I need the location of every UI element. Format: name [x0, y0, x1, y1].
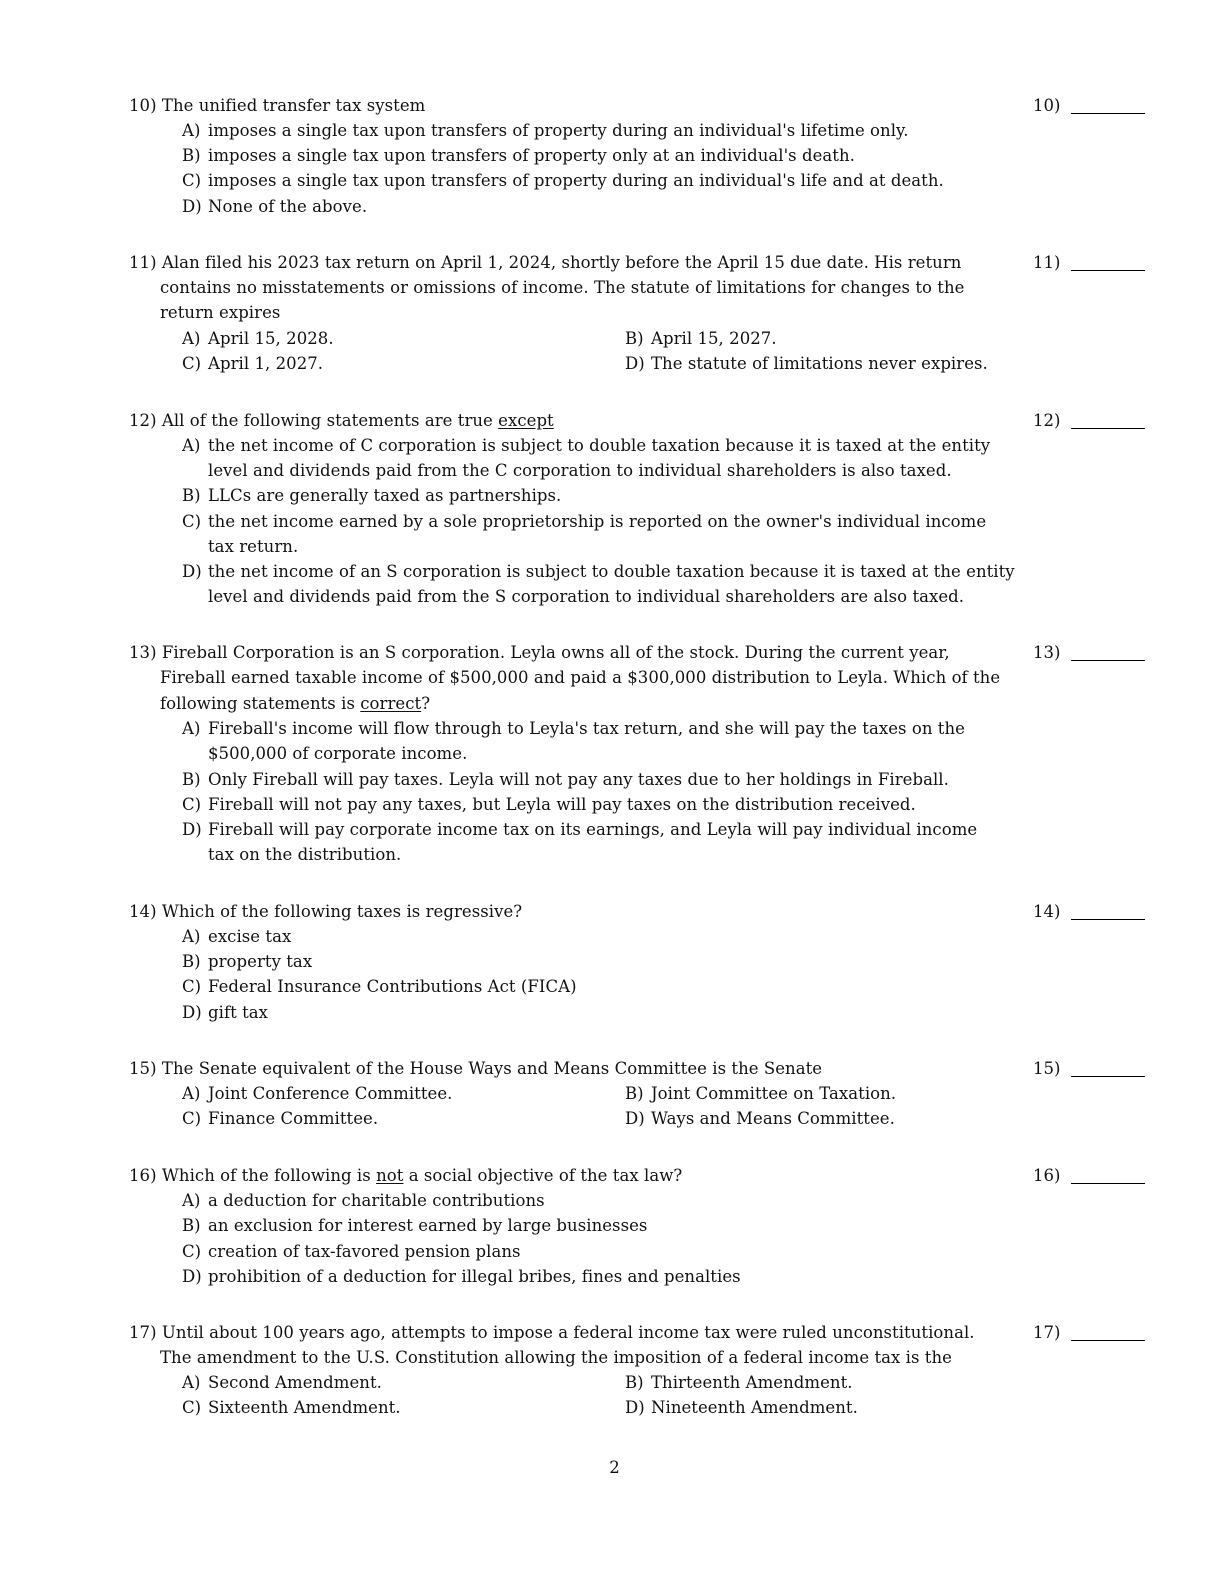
- option-letter: B): [182, 952, 201, 971]
- option-text: imposes a single tax upon transfers of property only at an individual's death.: [208, 146, 855, 165]
- answer-blank[interactable]: [1071, 113, 1145, 114]
- option-text: Fireball will pay corporate income tax on its earnings, and Leyla will pay individual income: [208, 820, 978, 839]
- stem-line: Alan filed his 2023 tax return on April 1, 2024, shortly before the April 15 due date. His return: [161, 253, 962, 272]
- option-c[interactable]: [182, 512, 986, 532]
- stem-line: Which of the following taxes is regressive?: [161, 902, 523, 921]
- option-text: excise tax: [208, 927, 292, 946]
- stem-line: The amendment to the U.S. Constitution allowing the imposition of a federal income tax is the: [160, 1348, 952, 1367]
- option-b[interactable]: [625, 1373, 853, 1393]
- option-text: creation of tax-favored pension plans: [208, 1242, 521, 1261]
- option-text: Finance Committee.: [208, 1109, 379, 1128]
- option-letter: C): [182, 354, 202, 373]
- stem-line: Fireball Corporation is an S corporation. Leyla owns all of the stock. During the current year,: [161, 643, 950, 662]
- answer-blank[interactable]: [1071, 919, 1145, 920]
- option-b[interactable]: [625, 1084, 896, 1104]
- stem-emphasis: correct: [360, 694, 422, 713]
- option-b[interactable]: [182, 770, 949, 790]
- answer-label: 17): [1033, 1323, 1061, 1342]
- question-stem: [129, 1323, 975, 1343]
- stem-line: The Senate equivalent of the House Ways and Means Committee is the Senate: [161, 1059, 823, 1078]
- option-letter: B): [625, 1084, 644, 1103]
- answer-label: 12): [1033, 411, 1061, 430]
- option-letter: A): [182, 1191, 201, 1210]
- question-stem: [129, 902, 522, 922]
- option-text-continued: $500,000 of corporate income.: [208, 744, 468, 763]
- option-text-continued: tax return.: [208, 537, 299, 556]
- option-letter: A): [182, 1373, 201, 1392]
- option-text: The statute of limitations never expires.: [651, 354, 988, 373]
- option-text: LLCs are generally taxed as partnerships.: [208, 486, 562, 505]
- option-text: the net income of C corporation is subject to double taxation because it is taxed at the entity: [208, 436, 991, 455]
- stem-text: Which of the following is: [161, 1166, 377, 1185]
- question-stem: [129, 96, 425, 116]
- option-letter: A): [182, 1084, 201, 1103]
- question-number: 17): [129, 1323, 157, 1342]
- option-c[interactable]: [182, 354, 323, 374]
- option-letter: B): [182, 770, 201, 789]
- option-text: a deduction for charitable contributions: [208, 1191, 545, 1210]
- option-letter: C): [182, 171, 202, 190]
- option-text: Only Fireball will pay taxes. Leyla will not pay any taxes due to her holdings in Fireball.: [208, 770, 949, 789]
- option-a[interactable]: [182, 121, 909, 141]
- option-letter: B): [625, 329, 644, 348]
- option-d[interactable]: [182, 197, 367, 217]
- question-number: 16): [129, 1166, 157, 1185]
- option-letter: C): [182, 1398, 202, 1417]
- option-b[interactable]: [182, 486, 561, 506]
- option-b[interactable]: [625, 329, 777, 349]
- option-letter: B): [182, 486, 201, 505]
- answer-blank[interactable]: [1071, 270, 1145, 271]
- option-text: Fireball's income will flow through to Leyla's tax return, and she will pay the taxes on the: [208, 719, 965, 738]
- option-text: gift tax: [208, 1003, 268, 1022]
- option-letter: D): [182, 1003, 202, 1022]
- option-a[interactable]: [182, 436, 990, 456]
- stem-text: following statements is: [160, 694, 361, 713]
- stem-emphasis: not: [376, 1166, 404, 1185]
- option-letter: A): [182, 927, 201, 946]
- option-b[interactable]: [182, 1216, 647, 1236]
- option-text: Joint Committee on Taxation.: [651, 1084, 897, 1103]
- answer-label: 14): [1033, 902, 1061, 921]
- option-letter: D): [182, 1267, 202, 1286]
- stem-text: All of the following statements are true: [161, 411, 499, 430]
- stem-line: [160, 694, 430, 714]
- page-number: 2: [609, 1458, 620, 1477]
- question-number: 13): [129, 643, 157, 662]
- question-number: 15): [129, 1059, 157, 1078]
- stem-line: The unified transfer tax system: [161, 96, 426, 115]
- option-letter: C): [182, 977, 202, 996]
- option-d[interactable]: [182, 562, 1015, 582]
- question-number: 14): [129, 902, 157, 921]
- option-text: Nineteenth Amendment.: [651, 1398, 858, 1417]
- answer-label: 11): [1033, 253, 1061, 272]
- question-stem: [129, 1166, 682, 1186]
- option-text: April 15, 2028.: [208, 329, 334, 348]
- option-text: property tax: [208, 952, 313, 971]
- option-letter: C): [182, 512, 202, 531]
- option-text: Sixteenth Amendment.: [208, 1398, 401, 1417]
- answer-blank[interactable]: [1071, 1183, 1145, 1184]
- option-letter: B): [182, 1216, 201, 1235]
- question-stem: [129, 253, 961, 273]
- option-text: Joint Conference Committee.: [208, 1084, 453, 1103]
- option-d[interactable]: [625, 1109, 895, 1129]
- option-letter: A): [182, 121, 201, 140]
- option-letter: D): [182, 562, 202, 581]
- option-letter: D): [625, 354, 645, 373]
- question-stem: [129, 643, 950, 663]
- question-number: 12): [129, 411, 157, 430]
- option-text-continued: level and dividends paid from the C corporation to individual shareholders is also taxed.: [208, 461, 952, 480]
- option-text: prohibition of a deduction for illegal bribes, fines and penalties: [208, 1267, 741, 1286]
- option-d[interactable]: [625, 1398, 858, 1418]
- option-letter: D): [625, 1109, 645, 1128]
- option-c[interactable]: [182, 1109, 378, 1129]
- option-text: April 1, 2027.: [208, 354, 324, 373]
- stem-line: Fireball earned taxable income of $500,000 and paid a $300,000 distribution to Leyla. Which of the: [160, 668, 1001, 687]
- option-text: an exclusion for interest earned by large businesses: [208, 1216, 648, 1235]
- option-letter: A): [182, 329, 201, 348]
- option-letter: B): [625, 1373, 644, 1392]
- stem-line: return expires: [160, 303, 281, 322]
- question-number: 11): [129, 253, 157, 272]
- option-d[interactable]: [182, 1003, 268, 1023]
- option-letter: C): [182, 1242, 202, 1261]
- option-b[interactable]: [182, 146, 855, 166]
- option-c[interactable]: [182, 1242, 521, 1262]
- option-a[interactable]: [182, 1084, 452, 1104]
- stem-emphasis: except: [498, 411, 554, 430]
- option-letter: B): [182, 146, 201, 165]
- option-letter: A): [182, 719, 201, 738]
- option-text-continued: tax on the distribution.: [208, 845, 402, 864]
- option-text: Thirteenth Amendment.: [651, 1373, 853, 1392]
- option-letter: A): [182, 436, 201, 455]
- option-letter: C): [182, 1109, 202, 1128]
- question-stem: [129, 411, 554, 431]
- option-text: imposes a single tax upon transfers of property during an individual's lifetime only.: [208, 121, 909, 140]
- option-letter: D): [182, 197, 202, 216]
- option-a[interactable]: [182, 1191, 545, 1211]
- answer-label: 13): [1033, 643, 1061, 662]
- stem-line: contains no misstatements or omissions of income. The statute of limitations for changes to the: [160, 278, 965, 297]
- option-d[interactable]: [182, 1267, 741, 1287]
- answer-blank[interactable]: [1071, 660, 1145, 661]
- answer-blank[interactable]: [1071, 1076, 1145, 1077]
- stem-line: Until about 100 years ago, attempts to impose a federal income tax were ruled unconstitutional.: [161, 1323, 975, 1342]
- option-a[interactable]: [182, 719, 965, 739]
- option-a[interactable]: [182, 927, 291, 947]
- option-text: the net income of an S corporation is subject to double taxation because it is taxed at the entity: [208, 562, 1015, 581]
- option-c[interactable]: [182, 1398, 401, 1418]
- option-text: imposes a single tax upon transfers of property during an individual's life and at death.: [208, 171, 944, 190]
- option-c[interactable]: [182, 977, 577, 997]
- option-a[interactable]: [182, 329, 334, 349]
- option-text: Second Amendment.: [208, 1373, 382, 1392]
- option-b[interactable]: [182, 952, 312, 972]
- option-text: Federal Insurance Contributions Act (FICA): [208, 977, 577, 996]
- option-c[interactable]: [182, 795, 916, 815]
- answer-blank[interactable]: [1071, 428, 1145, 429]
- option-text: Fireball will not pay any taxes, but Leyla will pay taxes on the distribution received.: [208, 795, 916, 814]
- option-letter: C): [182, 795, 202, 814]
- option-text: None of the above.: [208, 197, 368, 216]
- option-c[interactable]: [182, 171, 944, 191]
- option-text: April 15, 2027.: [651, 329, 777, 348]
- answer-label: 10): [1033, 96, 1061, 115]
- option-letter: D): [182, 820, 202, 839]
- answer-blank[interactable]: [1071, 1340, 1145, 1341]
- stem-text: a social objective of the tax law?: [403, 1166, 683, 1185]
- question-number: 10): [129, 96, 157, 115]
- option-text-continued: level and dividends paid from the S corporation to individual shareholders are also taxed.: [208, 587, 965, 606]
- option-text: Ways and Means Committee.: [651, 1109, 895, 1128]
- answer-label: 15): [1033, 1059, 1061, 1078]
- question-stem: [129, 1059, 822, 1079]
- option-d[interactable]: [625, 354, 988, 374]
- option-letter: D): [625, 1398, 645, 1417]
- stem-text: ?: [421, 694, 431, 713]
- option-a[interactable]: [182, 1373, 382, 1393]
- option-text: the net income earned by a sole proprietorship is reported on the owner's individual income: [208, 512, 987, 531]
- answer-label: 16): [1033, 1166, 1061, 1185]
- option-d[interactable]: [182, 820, 977, 840]
